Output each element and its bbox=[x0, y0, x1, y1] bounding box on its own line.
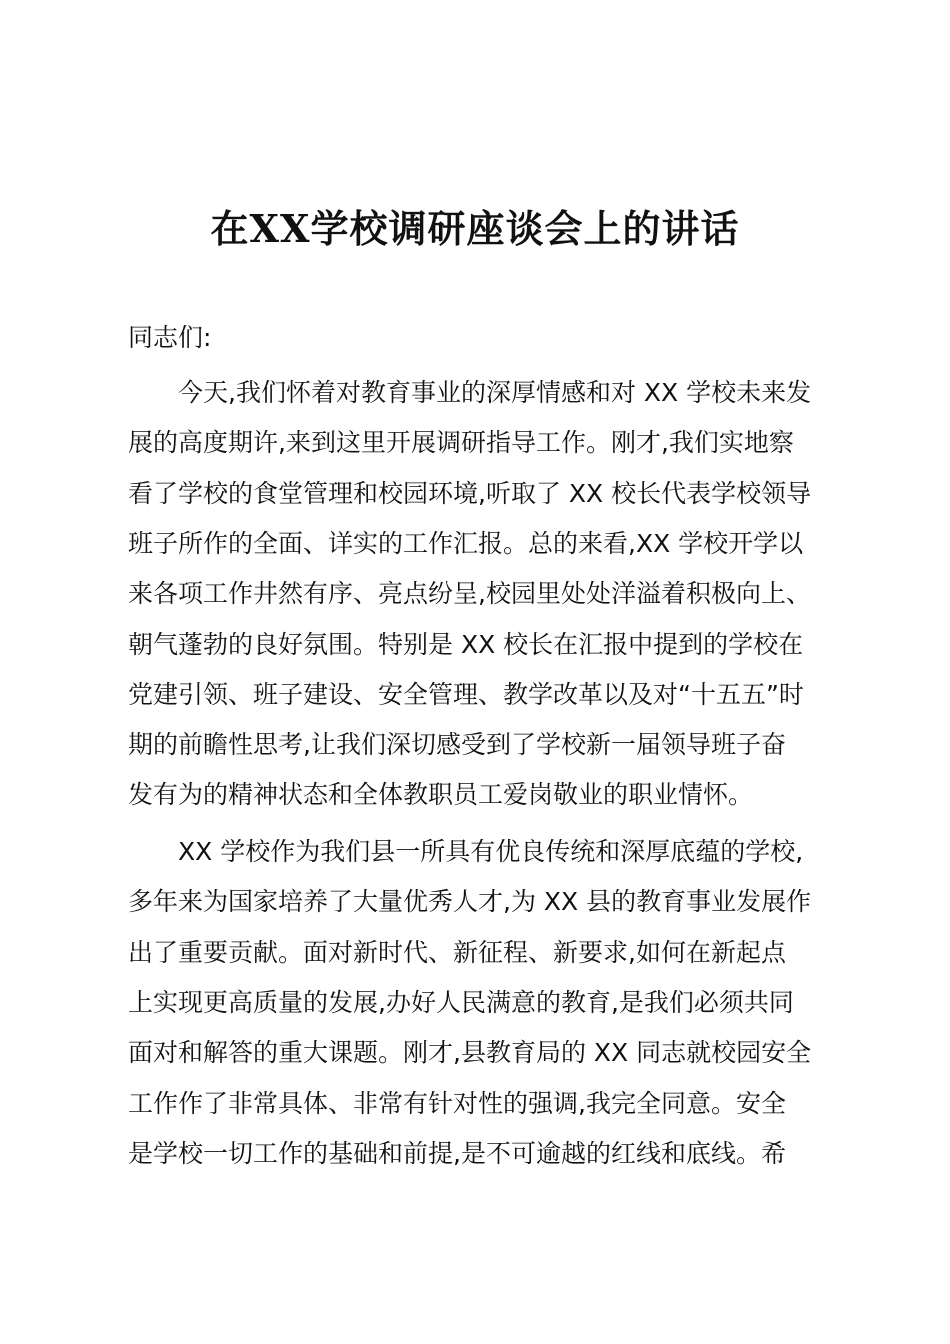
paragraph-1-line: 期的前瞻性思考,让我们深切感受到了学校新一届领导班子奋 bbox=[128, 730, 786, 760]
paragraph-1-line: 来各项工作井然有序、亮点纷呈,校园里处处洋溢着积极向上、 bbox=[128, 579, 811, 609]
paragraph-1-line: 展的高度期许,来到这里开展调研指导工作。刚才,我们实地察 bbox=[128, 428, 794, 458]
paragraph-1-line: 班子所作的全面、详实的工作汇报。总的来看,XX 学校开学以 bbox=[128, 528, 804, 558]
paragraph-1-line: 发有为的精神状态和全体教职员工爱岗敬业的职业情怀。 bbox=[128, 780, 754, 810]
paragraph-2-line: 是学校一切工作的基础和前提,是不可逾越的红线和底线。希 bbox=[128, 1138, 786, 1168]
paragraph-2-line: 出了重要贡献。面对新时代、新征程、新要求,如何在新起点 bbox=[128, 937, 786, 967]
paragraph-2-line: 工作作了非常具体、非常有针对性的强调,我完全同意。安全 bbox=[128, 1088, 786, 1118]
document-title: 在XX学校调研座谈会上的讲话 bbox=[210, 206, 740, 251]
paragraph-2-line: 多年来为国家培养了大量优秀人才,为 XX 县的教育事业发展作 bbox=[128, 887, 812, 917]
paragraph-2-line: 上实现更高质量的发展,办好人民满意的教育,是我们必须共同 bbox=[128, 987, 794, 1017]
paragraph-1-line: 今天,我们怀着对教育事业的深厚情感和对 XX 学校未来发 bbox=[178, 378, 812, 407]
paragraph-1-line: 朝气蓬勃的良好氛围。特别是 XX 校长在汇报中提到的学校在 bbox=[128, 629, 804, 659]
salutation: 同志们: bbox=[128, 323, 212, 352]
paragraph-2-line: XX 学校作为我们县一所具有优良传统和深厚底蕴的学校, bbox=[178, 837, 804, 866]
paragraph-1-line: 党建引领、班子建设、安全管理、教学改革以及对“十五五”时 bbox=[128, 679, 804, 709]
paragraph-1-line: 看了学校的食堂管理和校园环境,听取了 XX 校长代表学校领导 bbox=[128, 478, 812, 508]
paragraph-2-line: 面对和解答的重大课题。刚才,县教育局的 XX 同志就校园安全 bbox=[128, 1038, 812, 1068]
